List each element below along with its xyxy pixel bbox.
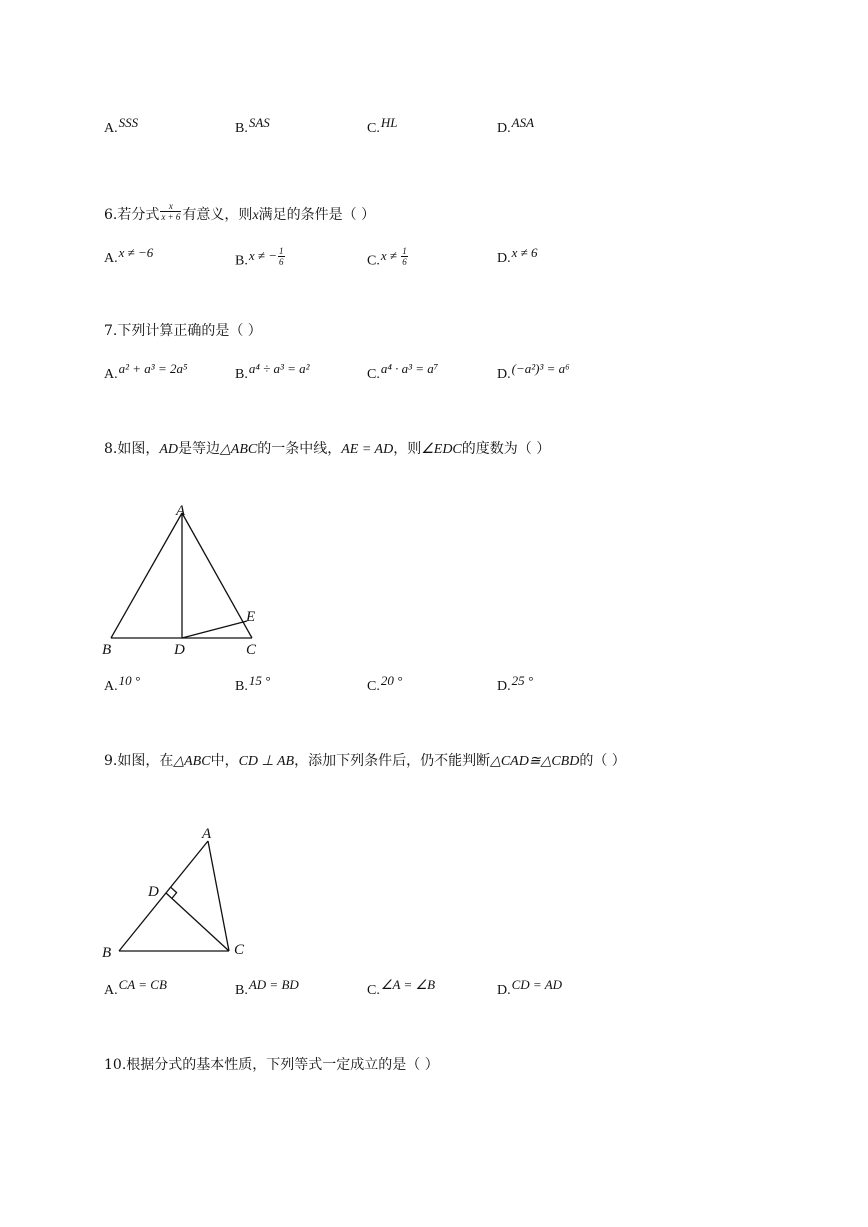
- q9-label-d: D: [148, 884, 159, 900]
- q7-options: [0, 361, 868, 394]
- q9-options: [0, 977, 868, 1010]
- q6-option-a: A.x ≠ −6: [104, 245, 154, 266]
- q6-option-b: B.x ≠ − $\frac{1}{6}$: [235, 246, 284, 269]
- q9-label-a: A: [202, 826, 212, 842]
- q8-label-e: E: [246, 609, 256, 625]
- q6-option-c-fraction: $\frac{1}{6}$: [402, 246, 407, 267]
- q7-stem: 7.下列计算正确的是（ ）: [104, 323, 262, 339]
- q7-option-c: C.a⁴ · a³ = a⁷: [367, 361, 439, 382]
- q8-side-ac: [182, 513, 252, 638]
- q7-option-b: B.a⁴ ÷ a³ = a²: [235, 361, 310, 382]
- q9-right-angle-mark: [171, 887, 177, 898]
- q6-options: [0, 245, 868, 278]
- q9-side-ab: [119, 841, 208, 951]
- q8-label-c: C: [246, 642, 257, 658]
- q8-option-c: C.20 °: [367, 673, 403, 694]
- q5-options: [0, 115, 868, 148]
- q9-triangle-figure: [96, 820, 266, 968]
- q7-option-a: A.a² + a³ = 2a⁵: [104, 361, 188, 382]
- q8-segment-de: [182, 621, 247, 638]
- q6-fraction: $\frac{x}{x + 6}$: [161, 200, 181, 222]
- q6-option-b-fraction: $\frac{1}{6}$: [279, 246, 284, 267]
- q9-option-b: B.AD = BD: [235, 977, 299, 998]
- q5-option-a: A.SSS: [104, 115, 139, 136]
- q8-label-d: D: [174, 642, 185, 658]
- q6-stem: 6.若分式 $\frac{x}{x + 6}$ 有意义，则x满足的条件是（ ）: [104, 200, 376, 223]
- q9-option-c: C.∠A = ∠B: [367, 977, 436, 998]
- q8-side-ab: [111, 513, 182, 638]
- q8-option-b: B.15 °: [235, 673, 271, 694]
- q9-label-b: B: [102, 945, 112, 961]
- q5-option-c: C.HL: [367, 115, 398, 136]
- q6-option-c: C.x ≠ $\frac{1}{6}$: [367, 246, 407, 269]
- q10-stem: 10.根据分式的基本性质，下列等式一定成立的是（ ）: [104, 1057, 439, 1073]
- q6-option-d: D.x ≠ 6: [497, 245, 538, 266]
- q8-options: [0, 673, 868, 706]
- q8-triangle-figure: [96, 496, 276, 664]
- q8-option-d: D.25 °: [497, 673, 534, 694]
- q5-option-d: D.ASA: [497, 115, 535, 136]
- q8-label-a: A: [176, 503, 186, 519]
- q9-option-d: D.CD = AD: [497, 977, 563, 998]
- q8-label-b: B: [102, 642, 112, 658]
- q9-stem: 9.如图，在△ABC中，CD ⊥ AB，添加下列条件后，仍不能判断△CAD≅△CBD的（ ）: [104, 753, 626, 769]
- q5-option-b: B.SAS: [235, 115, 270, 136]
- q9-label-c: C: [234, 942, 245, 958]
- q8-option-a: A.10 °: [104, 673, 141, 694]
- q7-option-d: D.(−a²)³ = a⁶: [497, 361, 570, 382]
- q9-option-a: A.CA = CB: [104, 977, 167, 998]
- q8-stem: 8.如图，AD是等边△ABC的一条中线，AE = AD，则∠EDC的度数为（ ）: [104, 441, 551, 457]
